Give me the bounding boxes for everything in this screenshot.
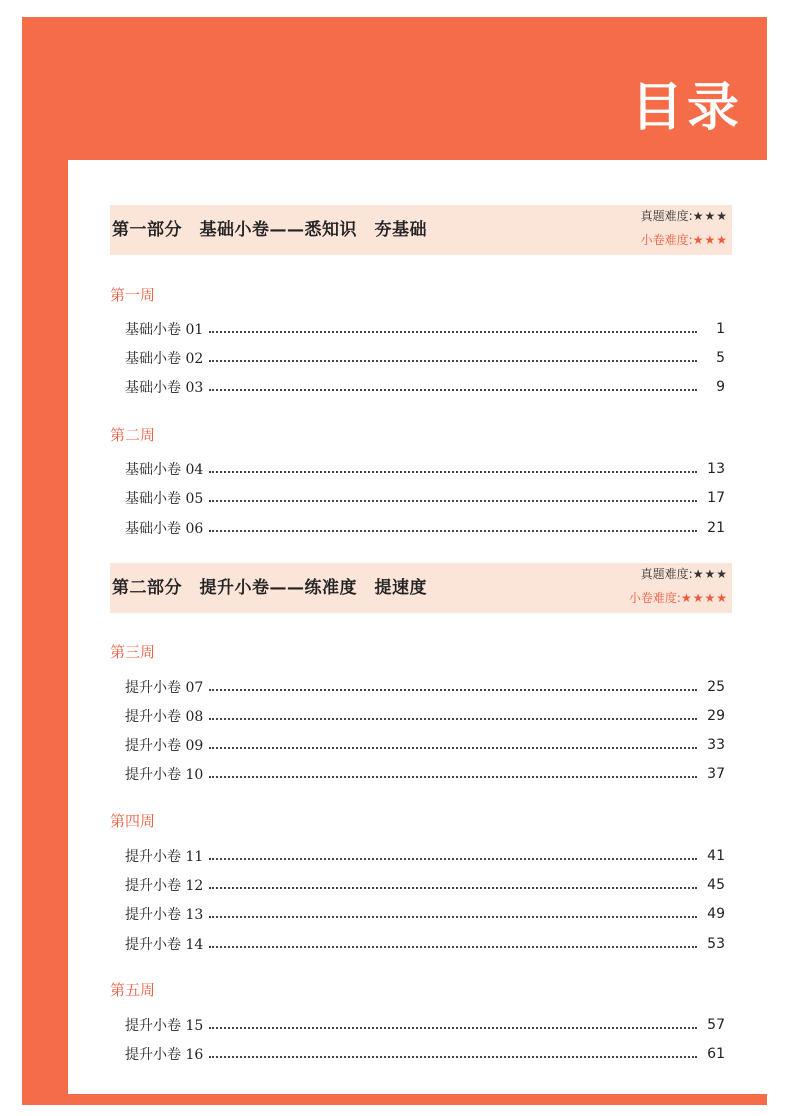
toc-page-number: 49 bbox=[707, 906, 725, 922]
real-difficulty bbox=[641, 207, 728, 224]
dot-leader bbox=[209, 747, 697, 749]
week-heading: 第三周 bbox=[110, 643, 156, 661]
toc-row[interactable] bbox=[125, 1043, 725, 1065]
toc-item-label: 基础小卷 04 bbox=[125, 462, 204, 478]
toc-item-label: 提升小卷 08 bbox=[125, 709, 204, 725]
toc-item-label: 提升小卷 09 bbox=[125, 738, 204, 754]
toc-item-label: 提升小卷 12 bbox=[125, 878, 204, 894]
toc-page-number: 53 bbox=[707, 936, 725, 952]
toc-page-number: 13 bbox=[707, 461, 725, 477]
mini-difficulty bbox=[641, 231, 728, 248]
toc-page-number: 45 bbox=[707, 877, 725, 893]
toc-page-number: 1 bbox=[716, 321, 725, 337]
toc-page-number: 9 bbox=[716, 379, 725, 395]
toc-row[interactable] bbox=[125, 318, 725, 340]
dot-leader bbox=[209, 718, 697, 720]
dot-leader bbox=[209, 887, 697, 889]
toc-row[interactable] bbox=[125, 347, 725, 369]
toc-page-number: 37 bbox=[707, 766, 725, 782]
toc-row[interactable] bbox=[125, 734, 725, 756]
dot-leader bbox=[209, 331, 697, 333]
dot-leader bbox=[209, 946, 697, 948]
toc-item-label: 提升小卷 14 bbox=[125, 937, 204, 953]
toc-page-number: 61 bbox=[707, 1046, 725, 1062]
toc-row[interactable] bbox=[125, 1014, 725, 1036]
toc-row[interactable] bbox=[125, 487, 725, 509]
real-difficulty-label: 真题难度: bbox=[640, 209, 693, 223]
toc-row[interactable] bbox=[125, 845, 725, 867]
toc-row[interactable] bbox=[125, 903, 725, 925]
toc-row[interactable] bbox=[125, 517, 725, 539]
part-title: 第一部分 基础小卷——悉知识 夯基础 bbox=[112, 220, 427, 240]
week-heading: 第五周 bbox=[110, 981, 156, 999]
dot-leader bbox=[209, 689, 697, 691]
toc-item-label: 基础小卷 03 bbox=[125, 380, 204, 396]
part-header bbox=[110, 563, 732, 613]
part-header bbox=[110, 205, 732, 255]
toc-item-label: 基础小卷 01 bbox=[125, 322, 204, 338]
dot-leader bbox=[209, 471, 697, 473]
toc-row[interactable] bbox=[125, 763, 725, 785]
toc-item-label: 基础小卷 05 bbox=[125, 491, 204, 507]
mini-difficulty-stars: ★★★★ bbox=[680, 591, 728, 605]
real-difficulty bbox=[641, 565, 728, 582]
dot-leader bbox=[209, 858, 697, 860]
toc-row[interactable] bbox=[125, 933, 725, 955]
toc-row[interactable] bbox=[125, 458, 725, 480]
toc-item-label: 基础小卷 02 bbox=[125, 351, 204, 367]
toc-page-number: 41 bbox=[707, 848, 725, 864]
toc-row[interactable] bbox=[125, 376, 725, 398]
dot-leader bbox=[209, 776, 697, 778]
toc-item-label: 提升小卷 16 bbox=[125, 1047, 204, 1063]
cover-frame bbox=[22, 17, 767, 1105]
toc-item-label: 提升小卷 13 bbox=[125, 907, 204, 923]
toc-page-number: 5 bbox=[716, 350, 725, 366]
week-heading: 第二周 bbox=[110, 426, 156, 444]
dot-leader bbox=[209, 360, 697, 362]
dot-leader bbox=[209, 500, 697, 502]
real-difficulty-label: 真题难度: bbox=[640, 567, 693, 581]
dot-leader bbox=[209, 530, 697, 532]
toc-row[interactable] bbox=[125, 874, 725, 896]
toc-page-number: 57 bbox=[707, 1017, 725, 1033]
mini-difficulty bbox=[629, 589, 728, 606]
dot-leader bbox=[209, 1027, 697, 1029]
toc-row[interactable] bbox=[125, 676, 725, 698]
toc-page-number: 21 bbox=[707, 520, 725, 536]
week-heading: 第四周 bbox=[110, 812, 156, 830]
toc-item-label: 提升小卷 10 bbox=[125, 767, 204, 783]
dot-leader bbox=[209, 916, 697, 918]
mini-difficulty-label: 小卷难度: bbox=[628, 591, 681, 605]
dot-leader bbox=[209, 389, 697, 391]
real-difficulty-stars: ★★★ bbox=[692, 567, 728, 581]
part-title: 第二部分 提升小卷——练准度 提速度 bbox=[112, 578, 427, 598]
toc-page-number: 25 bbox=[707, 679, 725, 695]
real-difficulty-stars: ★★★ bbox=[692, 209, 728, 223]
toc-page-number: 29 bbox=[707, 708, 725, 724]
toc-item-label: 基础小卷 06 bbox=[125, 521, 204, 537]
toc-item-label: 提升小卷 15 bbox=[125, 1018, 204, 1034]
mini-difficulty-label: 小卷难度: bbox=[640, 233, 693, 247]
dot-leader bbox=[209, 1056, 697, 1058]
week-heading: 第一周 bbox=[110, 286, 156, 304]
toc-row[interactable] bbox=[125, 705, 725, 727]
page-title: 目录 bbox=[630, 78, 743, 138]
toc-item-label: 提升小卷 07 bbox=[125, 680, 204, 696]
toc-page-number: 33 bbox=[707, 737, 725, 753]
toc-panel bbox=[68, 160, 767, 1094]
mini-difficulty-stars: ★★★ bbox=[692, 233, 728, 247]
toc-item-label: 提升小卷 11 bbox=[125, 849, 204, 865]
toc-page-number: 17 bbox=[707, 490, 725, 506]
